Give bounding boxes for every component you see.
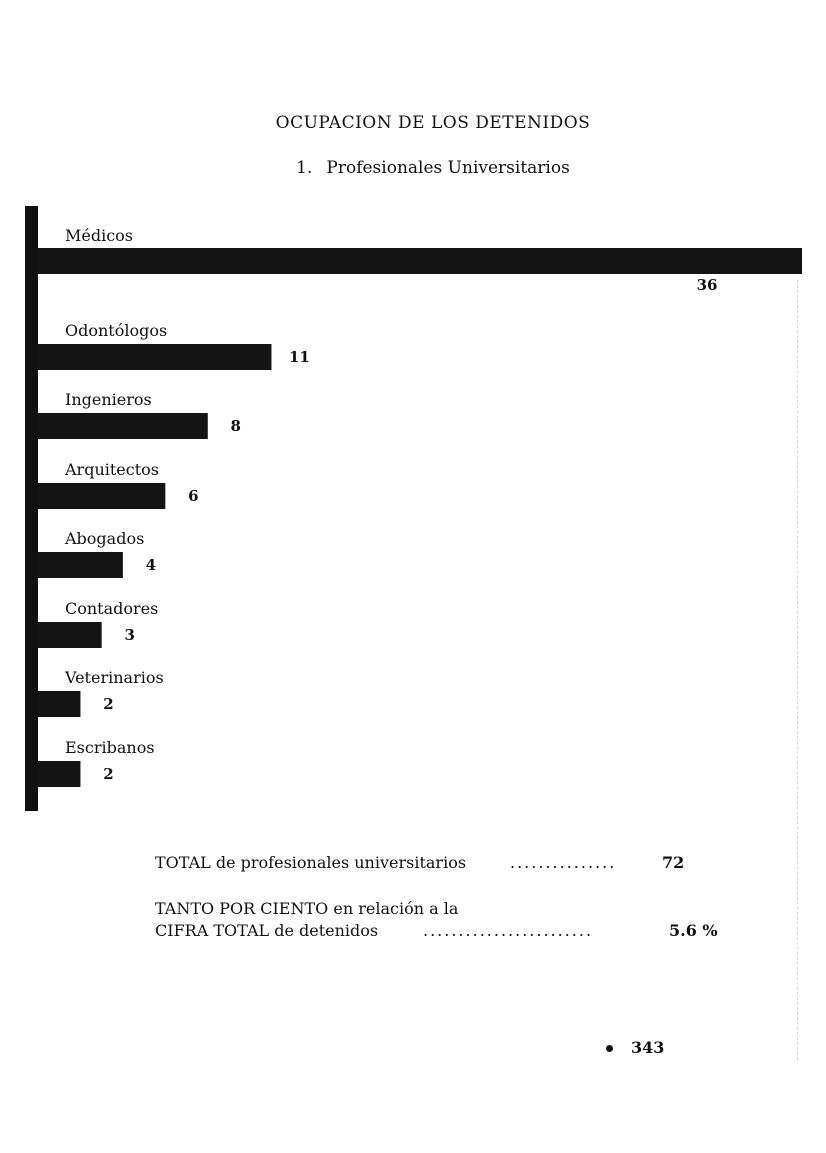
total-label: TOTAL de profesionales universitarios [155, 853, 467, 872]
bar [38, 483, 165, 509]
page-footer [606, 1038, 664, 1057]
percent-label-line2: CIFRA TOTAL de detenidos [155, 921, 379, 940]
bar [38, 622, 102, 648]
total-row [155, 853, 735, 875]
percent-leader-dots: ........................ [423, 921, 594, 940]
occupation-bar-chart [0, 200, 826, 820]
page-number: 343 [631, 1038, 665, 1057]
value-label: 11 [289, 348, 310, 366]
value-label: 3 [124, 626, 135, 644]
bullet-icon [606, 1045, 613, 1052]
value-label: 6 [188, 487, 199, 505]
percent-row-2 [155, 921, 735, 943]
percent-label-line1: TANTO POR CIENTO en relación a la [155, 899, 459, 918]
bar [38, 344, 271, 370]
category-label: Abogados [65, 529, 145, 548]
value-label: 2 [103, 765, 114, 783]
category-label: Odontólogos [65, 321, 168, 340]
page-title: OCUPACION DE LOS DETENIDOS [275, 113, 591, 133]
percent-row-1 [155, 899, 735, 921]
category-label: Escribanos [65, 738, 155, 757]
category-label: Veterinarios [65, 668, 164, 687]
bar [38, 248, 802, 274]
bar [38, 761, 80, 787]
value-label: 2 [103, 695, 114, 713]
scan-edge-marks [797, 280, 802, 1060]
bar [38, 552, 123, 578]
total-value: 72 [662, 853, 685, 872]
value-label: 4 [145, 556, 157, 574]
section-label: Profesionales Universitarios [326, 158, 570, 178]
category-label: Contadores [65, 599, 159, 618]
value-label: 36 [696, 276, 718, 294]
percent-value: 5.6 % [669, 921, 718, 940]
value-label: 8 [230, 417, 241, 435]
category-label: Arquitectos [65, 460, 159, 479]
section-heading [0, 158, 826, 178]
chart-axis [25, 206, 38, 811]
bar [38, 413, 208, 439]
section-number: 1. [296, 158, 313, 178]
summary-block [155, 853, 735, 943]
category-label: Médicos [65, 226, 134, 245]
category-label: Ingenieros [65, 390, 152, 409]
bar [38, 691, 80, 717]
total-leader-dots: ............... [510, 853, 617, 872]
